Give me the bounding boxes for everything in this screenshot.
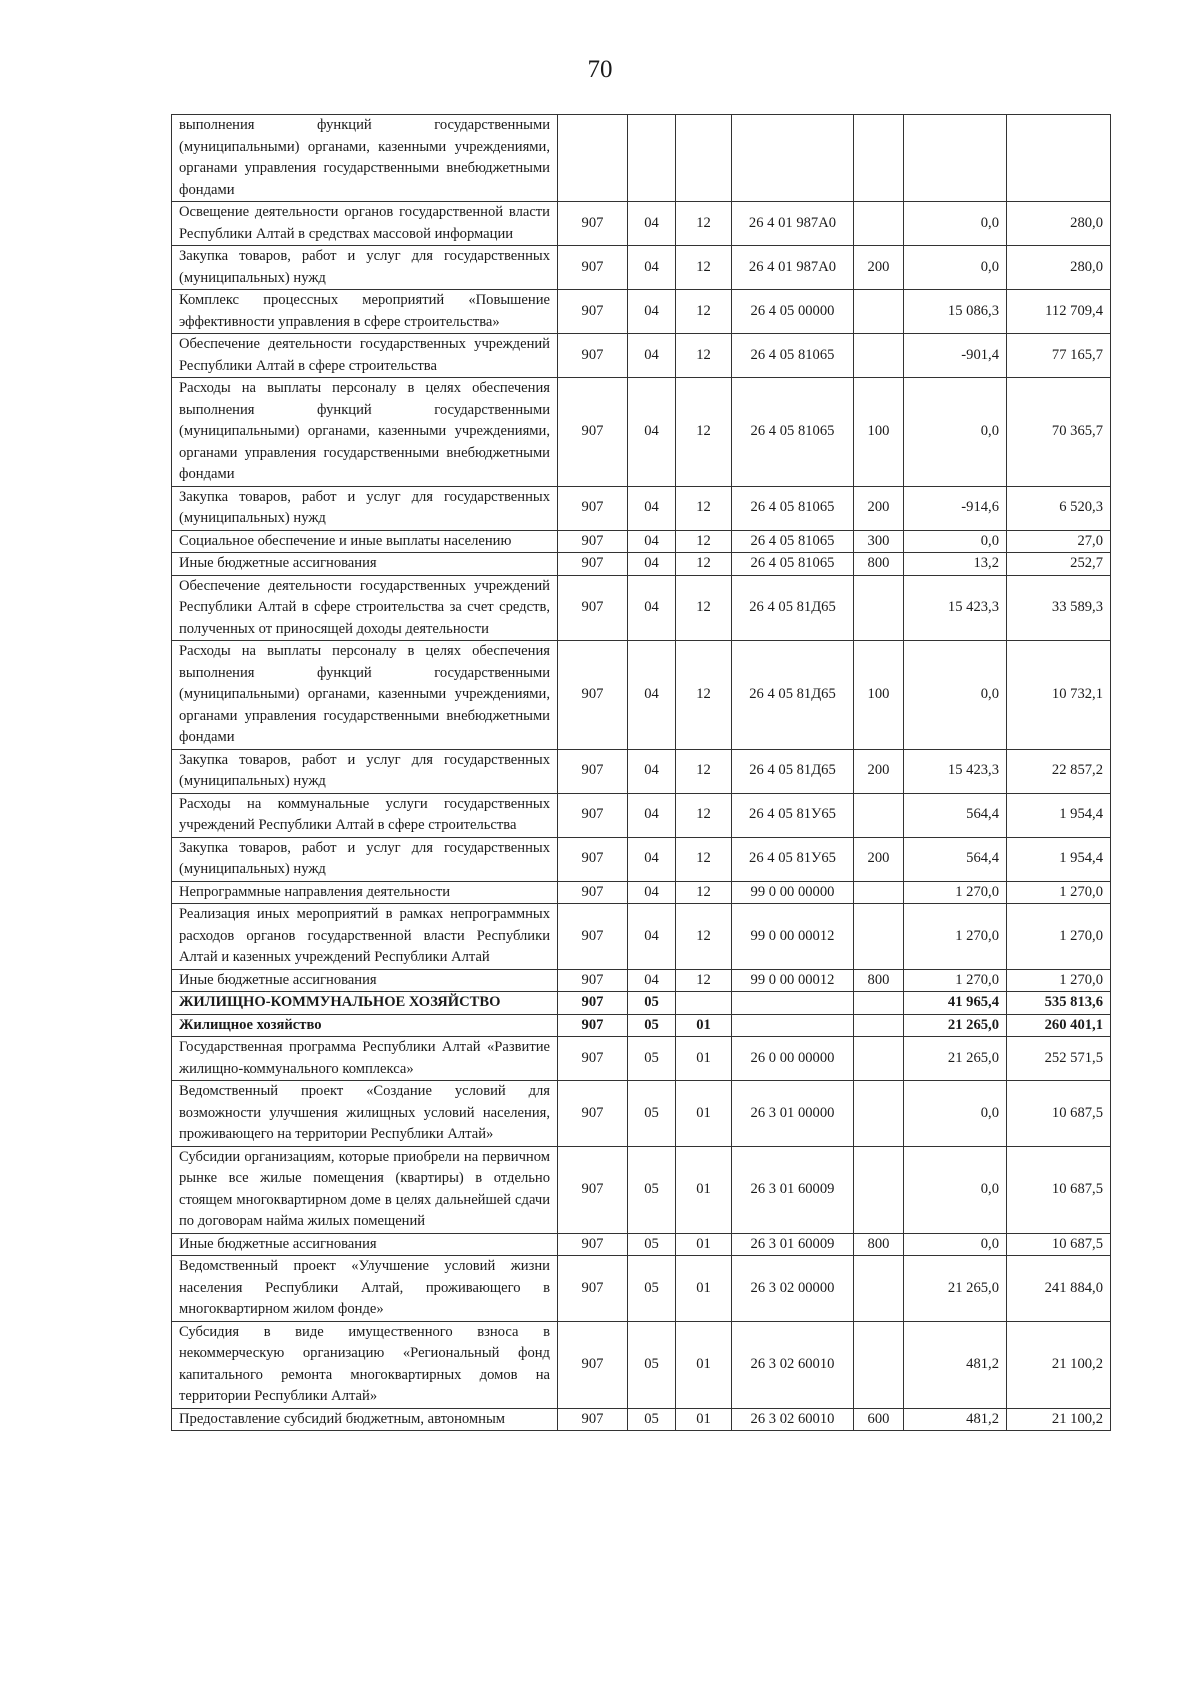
row-name: Ведомственный проект «Улучшение условий жизни населения Республики Алтай, проживающего в многоквартирном жилом фонде»: [172, 1256, 558, 1322]
table-row: [172, 553, 1111, 576]
table-row: [172, 904, 1111, 970]
table-row: [172, 1146, 1111, 1233]
sum-total: 70 365,7: [1007, 378, 1111, 487]
ministry-code: 907: [558, 486, 628, 530]
table-row: [172, 290, 1111, 334]
ministry-code: 907: [558, 641, 628, 750]
sum-total: 1 270,0: [1007, 881, 1111, 904]
row-name: Расходы на выплаты персоналу в целях обеспечения выполнения функций государственными (муниципальными) органами, казенными учреждениями, органами управления государственными внебюджетными фондами: [172, 378, 558, 487]
section-code: 04: [628, 969, 676, 992]
section-code: 05: [628, 992, 676, 1015]
target-article: 26 4 05 81065: [732, 378, 854, 487]
sum-change: 15 423,3: [904, 575, 1007, 641]
table-row: [172, 1233, 1111, 1256]
section-code: 04: [628, 246, 676, 290]
target-article: 99 0 00 00000: [732, 881, 854, 904]
sum-total: 260 401,1: [1007, 1014, 1111, 1037]
section-code: 04: [628, 641, 676, 750]
subsection-code: 12: [676, 334, 732, 378]
section-code: 05: [628, 1233, 676, 1256]
row-name: Предоставление субсидий бюджетным, автономным: [172, 1408, 558, 1431]
expense-type: 100: [854, 378, 904, 487]
sum-change: 1 270,0: [904, 904, 1007, 970]
subsection-code: 12: [676, 904, 732, 970]
subsection-code: 12: [676, 378, 732, 487]
ministry-code: 907: [558, 378, 628, 487]
expense-type: 300: [854, 530, 904, 553]
sum-total: 1 954,4: [1007, 837, 1111, 881]
sum-change: 1 270,0: [904, 969, 1007, 992]
section-code: 04: [628, 793, 676, 837]
row-name: Закупка товаров, работ и услуг для государственных (муниципальных) нужд: [172, 246, 558, 290]
sum-total: 1 954,4: [1007, 793, 1111, 837]
sum-total: 27,0: [1007, 530, 1111, 553]
target-article: 26 4 01 987А0: [732, 202, 854, 246]
subsection-code: 12: [676, 202, 732, 246]
sum-change: 0,0: [904, 246, 1007, 290]
row-name: Расходы на выплаты персоналу в целях обеспечения выполнения функций государственными (муниципальными) органами, казенными учреждениями, органами управления государственными внебюджетными фондами: [172, 641, 558, 750]
section-code: 05: [628, 1146, 676, 1233]
target-article: 26 3 02 00000: [732, 1256, 854, 1322]
subsection-code: 01: [676, 1037, 732, 1081]
row-name: выполнения функций государственными (муниципальными) органами, казенными учреждениями, органами управления государственными внебюджетными фондами: [172, 115, 558, 202]
ministry-code: 907: [558, 1233, 628, 1256]
table-row: [172, 202, 1111, 246]
expense-type: [854, 1081, 904, 1147]
target-article: 26 4 05 81У65: [732, 837, 854, 881]
sum-change: 0,0: [904, 641, 1007, 750]
table-row: [172, 969, 1111, 992]
expense-type: [854, 904, 904, 970]
sum-total: 10 732,1: [1007, 641, 1111, 750]
sum-total: 10 687,5: [1007, 1081, 1111, 1147]
target-article: 26 4 01 987А0: [732, 246, 854, 290]
expense-type: [854, 202, 904, 246]
expense-type: [854, 290, 904, 334]
row-name: Реализация иных мероприятий в рамках непрограммных расходов органов государственной власти Республики Алтай и казенных учреждений Республики Алтай: [172, 904, 558, 970]
target-article: 26 3 02 60010: [732, 1408, 854, 1431]
row-name: Жилищное хозяйство: [172, 1014, 558, 1037]
subsection-code: 12: [676, 575, 732, 641]
expense-type: 800: [854, 553, 904, 576]
expense-type: 800: [854, 969, 904, 992]
sum-total: 535 813,6: [1007, 992, 1111, 1015]
sum-total: 241 884,0: [1007, 1256, 1111, 1322]
row-name: Закупка товаров, работ и услуг для государственных (муниципальных) нужд: [172, 837, 558, 881]
table-row: [172, 881, 1111, 904]
row-name: Обеспечение деятельности государственных учреждений Республики Алтай в сфере строительства: [172, 334, 558, 378]
sum-total: 112 709,4: [1007, 290, 1111, 334]
expense-type: [854, 1014, 904, 1037]
target-article: 99 0 00 00012: [732, 904, 854, 970]
sum-total: 10 687,5: [1007, 1146, 1111, 1233]
sum-change: 21 265,0: [904, 1014, 1007, 1037]
ministry-code: 907: [558, 1256, 628, 1322]
expense-type: [854, 575, 904, 641]
expense-type: [854, 992, 904, 1015]
expense-type: 100: [854, 641, 904, 750]
target-article: 26 3 01 00000: [732, 1081, 854, 1147]
subsection-code: [676, 992, 732, 1015]
ministry-code: 907: [558, 749, 628, 793]
target-article: [732, 1014, 854, 1037]
ministry-code: [558, 115, 628, 202]
ministry-code: 907: [558, 530, 628, 553]
target-article: 26 4 05 81065: [732, 530, 854, 553]
table-row: [172, 793, 1111, 837]
expense-type: 800: [854, 1233, 904, 1256]
row-name: Иные бюджетные ассигнования: [172, 553, 558, 576]
table-row: [172, 530, 1111, 553]
row-name: Расходы на коммунальные услуги государственных учреждений Республики Алтай в сфере строительства: [172, 793, 558, 837]
sum-total: 6 520,3: [1007, 486, 1111, 530]
subsection-code: 01: [676, 1321, 732, 1408]
ministry-code: 907: [558, 1014, 628, 1037]
expense-type: [854, 1146, 904, 1233]
ministry-code: 907: [558, 904, 628, 970]
target-article: 26 4 05 81Д65: [732, 749, 854, 793]
sum-total: 280,0: [1007, 202, 1111, 246]
subsection-code: 12: [676, 969, 732, 992]
target-article: 26 4 05 81065: [732, 486, 854, 530]
subsection-code: 12: [676, 246, 732, 290]
table-row: [172, 378, 1111, 487]
target-article: 26 0 00 00000: [732, 1037, 854, 1081]
target-article: 26 3 01 60009: [732, 1233, 854, 1256]
section-code: 05: [628, 1256, 676, 1322]
subsection-code: 12: [676, 641, 732, 750]
sum-total: [1007, 115, 1111, 202]
sum-total: 77 165,7: [1007, 334, 1111, 378]
section-code: 04: [628, 837, 676, 881]
subsection-code: 01: [676, 1233, 732, 1256]
section-code: 04: [628, 486, 676, 530]
subsection-code: 12: [676, 837, 732, 881]
sum-change: 0,0: [904, 202, 1007, 246]
sum-change: 41 965,4: [904, 992, 1007, 1015]
ministry-code: 907: [558, 881, 628, 904]
sum-change: 0,0: [904, 1233, 1007, 1256]
ministry-code: 907: [558, 992, 628, 1015]
section-code: 05: [628, 1408, 676, 1431]
section-code: 04: [628, 749, 676, 793]
sum-total: 1 270,0: [1007, 969, 1111, 992]
section-code: 04: [628, 904, 676, 970]
ministry-code: 907: [558, 334, 628, 378]
sum-total: 252 571,5: [1007, 1037, 1111, 1081]
target-article: 26 4 05 81Д65: [732, 641, 854, 750]
sum-change: 21 265,0: [904, 1037, 1007, 1081]
expense-type: 600: [854, 1408, 904, 1431]
section-code: 04: [628, 575, 676, 641]
target-article: 26 4 05 00000: [732, 290, 854, 334]
sum-change: 21 265,0: [904, 1256, 1007, 1322]
table-row: [172, 486, 1111, 530]
sum-change: 0,0: [904, 1146, 1007, 1233]
budget-table: [171, 114, 1111, 1431]
sum-total: 33 589,3: [1007, 575, 1111, 641]
target-article: [732, 115, 854, 202]
subsection-code: 01: [676, 1081, 732, 1147]
section-code: 05: [628, 1037, 676, 1081]
target-article: 26 3 02 60010: [732, 1321, 854, 1408]
expense-type: 200: [854, 246, 904, 290]
subsection-code: 12: [676, 793, 732, 837]
subsection-code: 12: [676, 553, 732, 576]
table-row: [172, 1014, 1111, 1037]
target-article: 26 4 05 81Д65: [732, 575, 854, 641]
section-code: 05: [628, 1081, 676, 1147]
table-row: [172, 641, 1111, 750]
section-code: 04: [628, 378, 676, 487]
page-number: 70: [587, 56, 613, 83]
table-row: [172, 1321, 1111, 1408]
sum-total: 280,0: [1007, 246, 1111, 290]
ministry-code: 907: [558, 969, 628, 992]
subsection-code: 12: [676, 530, 732, 553]
target-article: 99 0 00 00012: [732, 969, 854, 992]
row-name: Ведомственный проект «Создание условий для возможности улучшения жилищных условий населения, проживающего на территории Республики Алтай»: [172, 1081, 558, 1147]
expense-type: [854, 115, 904, 202]
ministry-code: 907: [558, 290, 628, 334]
table-row: [172, 334, 1111, 378]
sum-total: 22 857,2: [1007, 749, 1111, 793]
table-row: [172, 246, 1111, 290]
target-article: 26 3 01 60009: [732, 1146, 854, 1233]
row-name: Иные бюджетные ассигнования: [172, 969, 558, 992]
row-name: Комплекс процессных мероприятий «Повышение эффективности управления в сфере строительства»: [172, 290, 558, 334]
row-name: Освещение деятельности органов государственной власти Республики Алтай в средствах массовой информации: [172, 202, 558, 246]
sum-change: 0,0: [904, 378, 1007, 487]
sum-change: [904, 115, 1007, 202]
expense-type: [854, 1321, 904, 1408]
row-name: Закупка товаров, работ и услуг для государственных (муниципальных) нужд: [172, 749, 558, 793]
sum-total: 21 100,2: [1007, 1321, 1111, 1408]
expense-type: [854, 881, 904, 904]
subsection-code: 01: [676, 1146, 732, 1233]
ministry-code: 907: [558, 575, 628, 641]
subsection-code: 01: [676, 1256, 732, 1322]
subsection-code: 01: [676, 1014, 732, 1037]
section-code: 04: [628, 530, 676, 553]
section-code: 04: [628, 334, 676, 378]
ministry-code: 907: [558, 1081, 628, 1147]
table-row: [172, 1256, 1111, 1322]
section-code: 04: [628, 553, 676, 576]
sum-total: 10 687,5: [1007, 1233, 1111, 1256]
sum-change: 481,2: [904, 1321, 1007, 1408]
sum-change: 1 270,0: [904, 881, 1007, 904]
subsection-code: 12: [676, 486, 732, 530]
ministry-code: 907: [558, 202, 628, 246]
subsection-code: [676, 115, 732, 202]
ministry-code: 907: [558, 1408, 628, 1431]
ministry-code: 907: [558, 1146, 628, 1233]
expense-type: [854, 1037, 904, 1081]
row-name: ЖИЛИЩНО-КОММУНАЛЬНОЕ ХОЗЯЙСТВО: [172, 992, 558, 1015]
sum-change: 564,4: [904, 793, 1007, 837]
table-row: [172, 115, 1111, 202]
sum-change: 564,4: [904, 837, 1007, 881]
sum-change: 13,2: [904, 553, 1007, 576]
table-row: [172, 837, 1111, 881]
sum-change: 0,0: [904, 1081, 1007, 1147]
section-code: 04: [628, 202, 676, 246]
section-code: 04: [628, 881, 676, 904]
target-article: 26 4 05 81065: [732, 334, 854, 378]
target-article: 26 4 05 81065: [732, 553, 854, 576]
row-name: Непрограммные направления деятельности: [172, 881, 558, 904]
row-name: Социальное обеспечение и иные выплаты населению: [172, 530, 558, 553]
target-article: [732, 992, 854, 1015]
expense-type: 200: [854, 486, 904, 530]
subsection-code: 12: [676, 749, 732, 793]
table-row: [172, 749, 1111, 793]
row-name: Обеспечение деятельности государственных учреждений Республики Алтай в сфере строительства за счет средств, полученных от приносящей доходы деятельности: [172, 575, 558, 641]
row-name: Государственная программа Республики Алтай «Развитие жилищно-коммунального комплекса»: [172, 1037, 558, 1081]
section-code: [628, 115, 676, 202]
sum-total: 252,7: [1007, 553, 1111, 576]
expense-type: 200: [854, 837, 904, 881]
sum-change: 481,2: [904, 1408, 1007, 1431]
expense-type: 200: [854, 749, 904, 793]
subsection-code: 01: [676, 1408, 732, 1431]
section-code: 05: [628, 1321, 676, 1408]
ministry-code: 907: [558, 246, 628, 290]
ministry-code: 907: [558, 1037, 628, 1081]
expense-type: [854, 334, 904, 378]
sum-total: 1 270,0: [1007, 904, 1111, 970]
sum-total: 21 100,2: [1007, 1408, 1111, 1431]
sum-change: -901,4: [904, 334, 1007, 378]
ministry-code: 907: [558, 793, 628, 837]
section-code: 05: [628, 1014, 676, 1037]
expense-type: [854, 793, 904, 837]
table-row: [172, 1081, 1111, 1147]
sum-change: 15 086,3: [904, 290, 1007, 334]
row-name: Субсидия в виде имущественного взноса в некоммерческую организацию «Региональный фонд капитального ремонта многоквартирных домов на территории Республики Алтай»: [172, 1321, 558, 1408]
ministry-code: 907: [558, 1321, 628, 1408]
row-name: Субсидии организациям, которые приобрели на первичном рынке все жилые помещения (квартиры) в отдельно стоящем многоквартирном доме в целях дальнейшей сдачи по договорам найма жилых помещений: [172, 1146, 558, 1233]
sum-change: 15 423,3: [904, 749, 1007, 793]
expense-type: [854, 1256, 904, 1322]
subsection-code: 12: [676, 290, 732, 334]
row-name: Закупка товаров, работ и услуг для государственных (муниципальных) нужд: [172, 486, 558, 530]
table-row: [172, 575, 1111, 641]
section-code: 04: [628, 290, 676, 334]
sum-change: 0,0: [904, 530, 1007, 553]
target-article: 26 4 05 81У65: [732, 793, 854, 837]
table-row: [172, 1037, 1111, 1081]
subsection-code: 12: [676, 881, 732, 904]
ministry-code: 907: [558, 837, 628, 881]
row-name: Иные бюджетные ассигнования: [172, 1233, 558, 1256]
sum-change: -914,6: [904, 486, 1007, 530]
table-row: [172, 1408, 1111, 1431]
ministry-code: 907: [558, 553, 628, 576]
table-row: [172, 992, 1111, 1015]
